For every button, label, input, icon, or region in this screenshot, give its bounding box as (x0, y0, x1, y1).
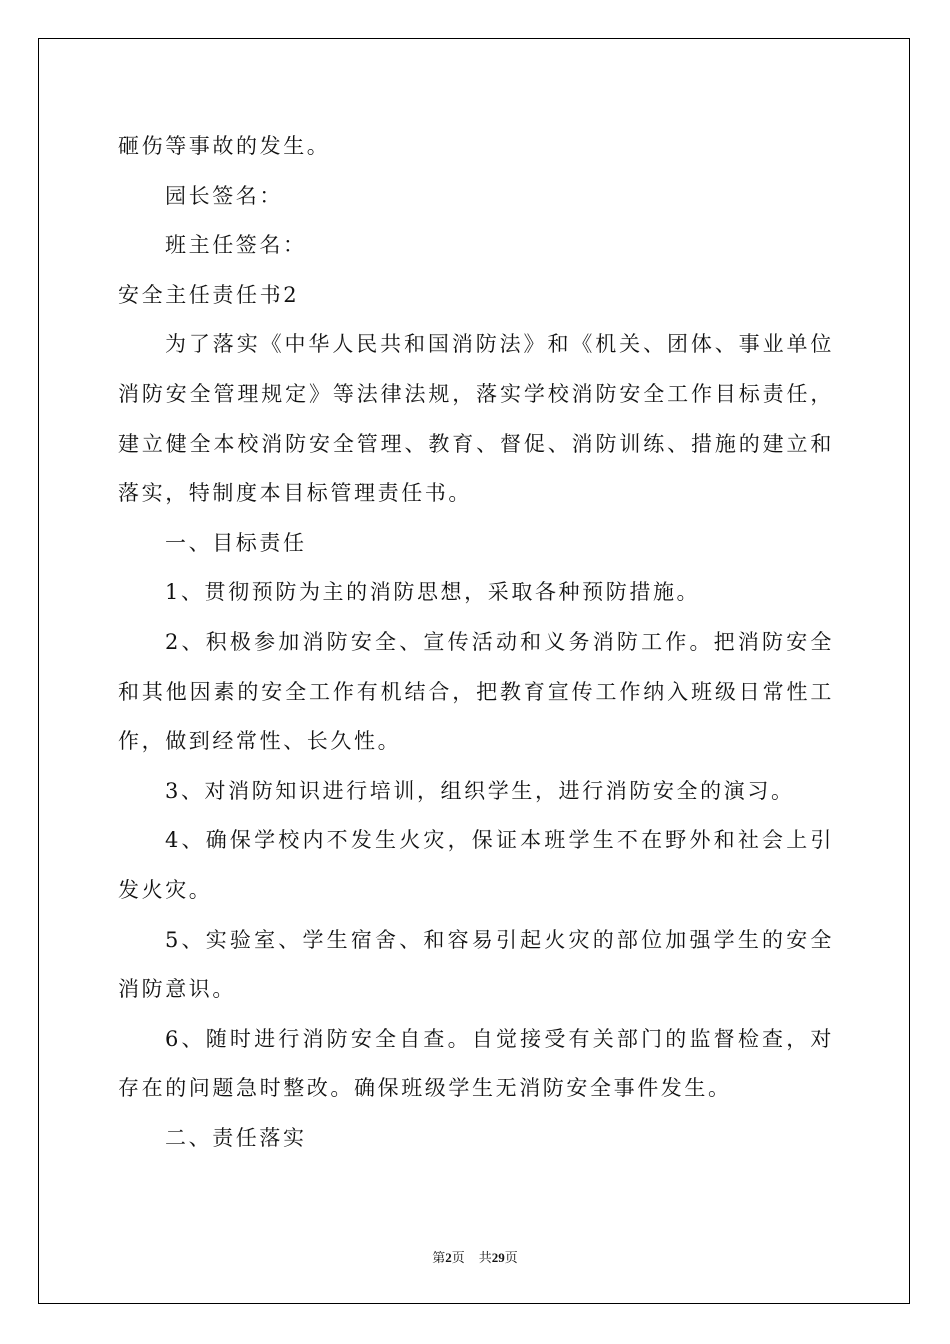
heading-responsibility-implementation: 二、责任落实 (165, 1125, 307, 1150)
paragraph-continuation: 砸伤等事故的发生。 (118, 134, 331, 158)
section-title: 安全主任责任书2 (118, 282, 300, 307)
document-body (118, 122, 834, 1163)
page-number: 2 (445, 1250, 452, 1265)
intro-paragraph: 为了落实《中华人民共和国消防法》和《机关、团体、事业单位消防安全管理规定》等法律法规，落实学校消防安全工作目标责任，建立健全本校消防安全管理、教育、督促、消防训练、措施的建立和落实，特制度本目标管理责任书。 (118, 332, 834, 506)
list-item-5: 5、实验室、学生宿舍、和容易引起火灾的部位加强学生的安全消防意识。 (118, 927, 834, 1002)
list-item-3: 3、对消防知识进行培训，组织学生，进行消防安全的演习。 (165, 778, 795, 803)
list-item-6: 6、随时进行消防安全自查。自觉接受有关部门的监督检查，对存在的问题急时整改。确保班级学生无消防安全事件发生。 (118, 1026, 834, 1101)
total-suffix: 页 (504, 1251, 518, 1266)
list-item-2: 2、积极参加消防安全、宣传活动和义务消防工作。把消防安全和其他因素的安全工作有机结合，把教育宣传工作纳入班级日常性工作，做到经常性、长久性。 (118, 629, 834, 754)
page-prefix: 第 (432, 1251, 446, 1266)
list-item-1: 1、贯彻预防为主的消防思想，采取各种预防措施。 (165, 580, 701, 605)
total-prefix: 共 (478, 1251, 492, 1266)
class-teacher-signature-label: 班主任签名： (165, 233, 307, 258)
page-suffix: 页 (451, 1251, 465, 1266)
total-pages: 29 (491, 1250, 505, 1265)
page-footer (0, 1247, 950, 1266)
heading-goal-responsibility: 一、目标责任 (165, 530, 307, 555)
list-item-4: 4、确保学校内不发生火灾，保证本班学生不在野外和社会上引发火灾。 (118, 828, 834, 902)
principal-signature-label: 园长签名： (165, 183, 283, 208)
